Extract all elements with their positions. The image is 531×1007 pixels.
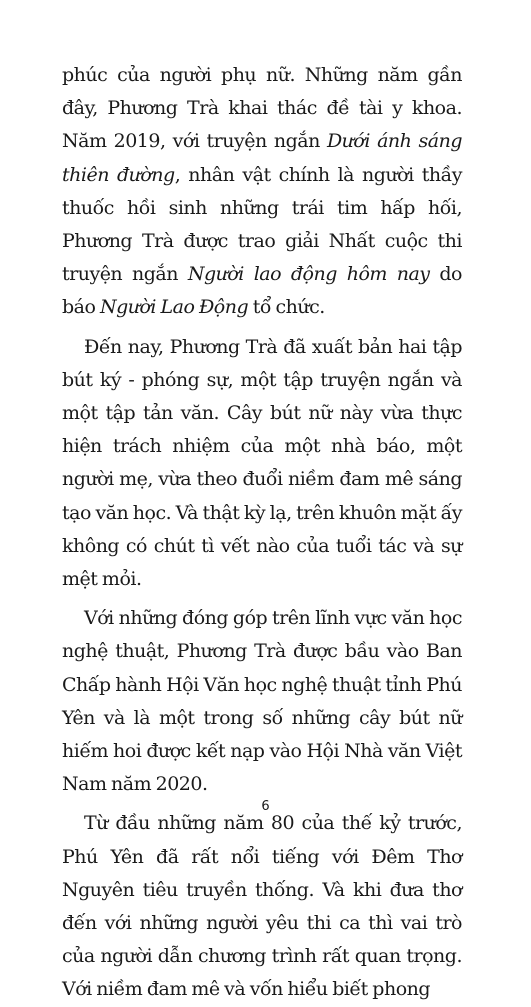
text-run: Đến nay, Phương Trà đã xuất bản hai tập bút ký - phóng sự, một tập truyện ngắn và một tập tản văn. Cây bút nữ này vừa thực hiện trách nhiệm của một nhà báo, một người mẹ, vừa theo đuổi niềm đam mê sáng tạo văn học. Và thật kỳ lạ, trên khuôn mặt ấy không có chút tì vết nào của tuổi tác và sự mệt mỏi. (62, 335, 463, 591)
italic-title-run: Người Lao Động (99, 296, 249, 319)
body-text (62, 59, 462, 1007)
paragraph (62, 331, 462, 597)
paragraph (62, 807, 462, 1006)
text-run: Từ đầu những năm 80 của thế kỷ trước, Phú Yên đã rất nổi tiếng với Đêm Thơ Nguyên tiêu truyền thống. Và khi đưa thơ đến với những người yêu thi ca thì vai trò của người dẫn chương trình rất quan trọng. Với niềm đam mê và vốn hiểu biết phong (62, 812, 462, 1001)
text-run: tổ chức. (248, 296, 325, 319)
text-run: do báo (62, 263, 462, 319)
text-run: , nhân vật chính là người thầy thuốc hồi sinh những trái tim hấp hối, Phương Trà được trao giải Nhất cuộc thi truyện ngắn (62, 163, 462, 286)
italic-title-run: Dưới ánh sáng thiên đường (62, 130, 462, 186)
paragraph (62, 59, 462, 325)
italic-title-run: Người lao động hôm nay (187, 263, 430, 286)
paragraph (62, 602, 462, 801)
page-number: 6 (261, 799, 270, 814)
text-run: phúc của người phụ nữ. Những năm gần đây, Phương Trà khai thác đề tài y khoa. Năm 2019, với truyện ngắn (62, 64, 462, 153)
text-run: Với những đóng góp trên lĩnh vực văn học nghệ thuật, Phương Trà được bầu vào Ban Chấp hành Hội Văn học nghệ thuật tỉnh Phú Yên và là một trong số những cây bút nữ hiếm hoi được kết nạp vào Hội Nhà văn Việt Nam năm 2020. (62, 607, 462, 796)
